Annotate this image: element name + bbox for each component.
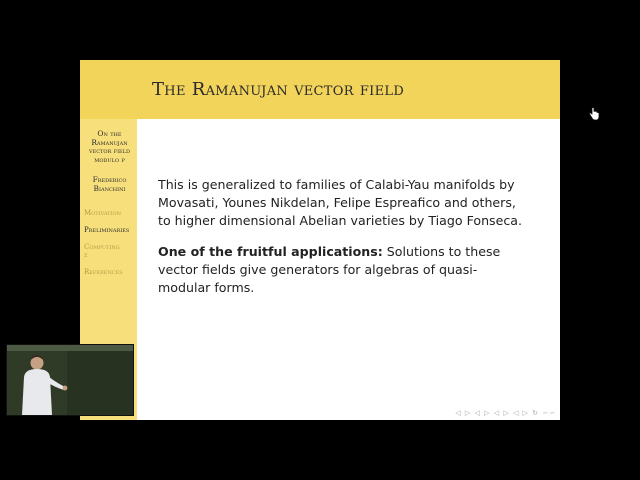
- slide: [80, 60, 560, 420]
- frame-title: The Ramanujan vector field: [152, 79, 405, 100]
- slide-header-bar: [80, 60, 560, 119]
- slide-body: [158, 176, 528, 309]
- applications-text: Solutions to these vector fields give generators for algebras of quasi-modular forms.: [158, 243, 501, 296]
- sidebar-item-preliminaries[interactable]: Preliminaries: [84, 226, 130, 234]
- sidebar-author: Frederico Bianchini: [92, 175, 127, 193]
- beamer-navigation-symbols[interactable]: ◁ ▷ ◁ ▷ ◁ ▷ ◁ ▷ ↻ ∽∽: [455, 409, 556, 417]
- presenter-video-icon: [7, 345, 133, 415]
- paragraph-applications: [158, 243, 528, 298]
- sidebar-item-references[interactable]: References: [84, 268, 123, 276]
- applications-heading: One of the fruitful applications:: [158, 243, 383, 259]
- hand-cursor-icon: [588, 106, 600, 125]
- sidebar-item-motivation[interactable]: Motivation: [84, 209, 121, 217]
- sidebar-item-computing[interactable]: Computing: [84, 243, 120, 251]
- paragraph-generalization: This is generalized to families of Calabi-Yau manifolds by Movasati, Younes Nikdelan, Felipe Espreafico and others, to higher dimensional Abelian varieties by Tiago Fonseca.: [158, 177, 523, 229]
- sidebar-subitem-computing[interactable]: σ: [84, 251, 88, 259]
- sidebar-talk-title: On the Ramanujan vector field modulo p: [88, 129, 131, 164]
- presenter-webcam: [6, 344, 134, 416]
